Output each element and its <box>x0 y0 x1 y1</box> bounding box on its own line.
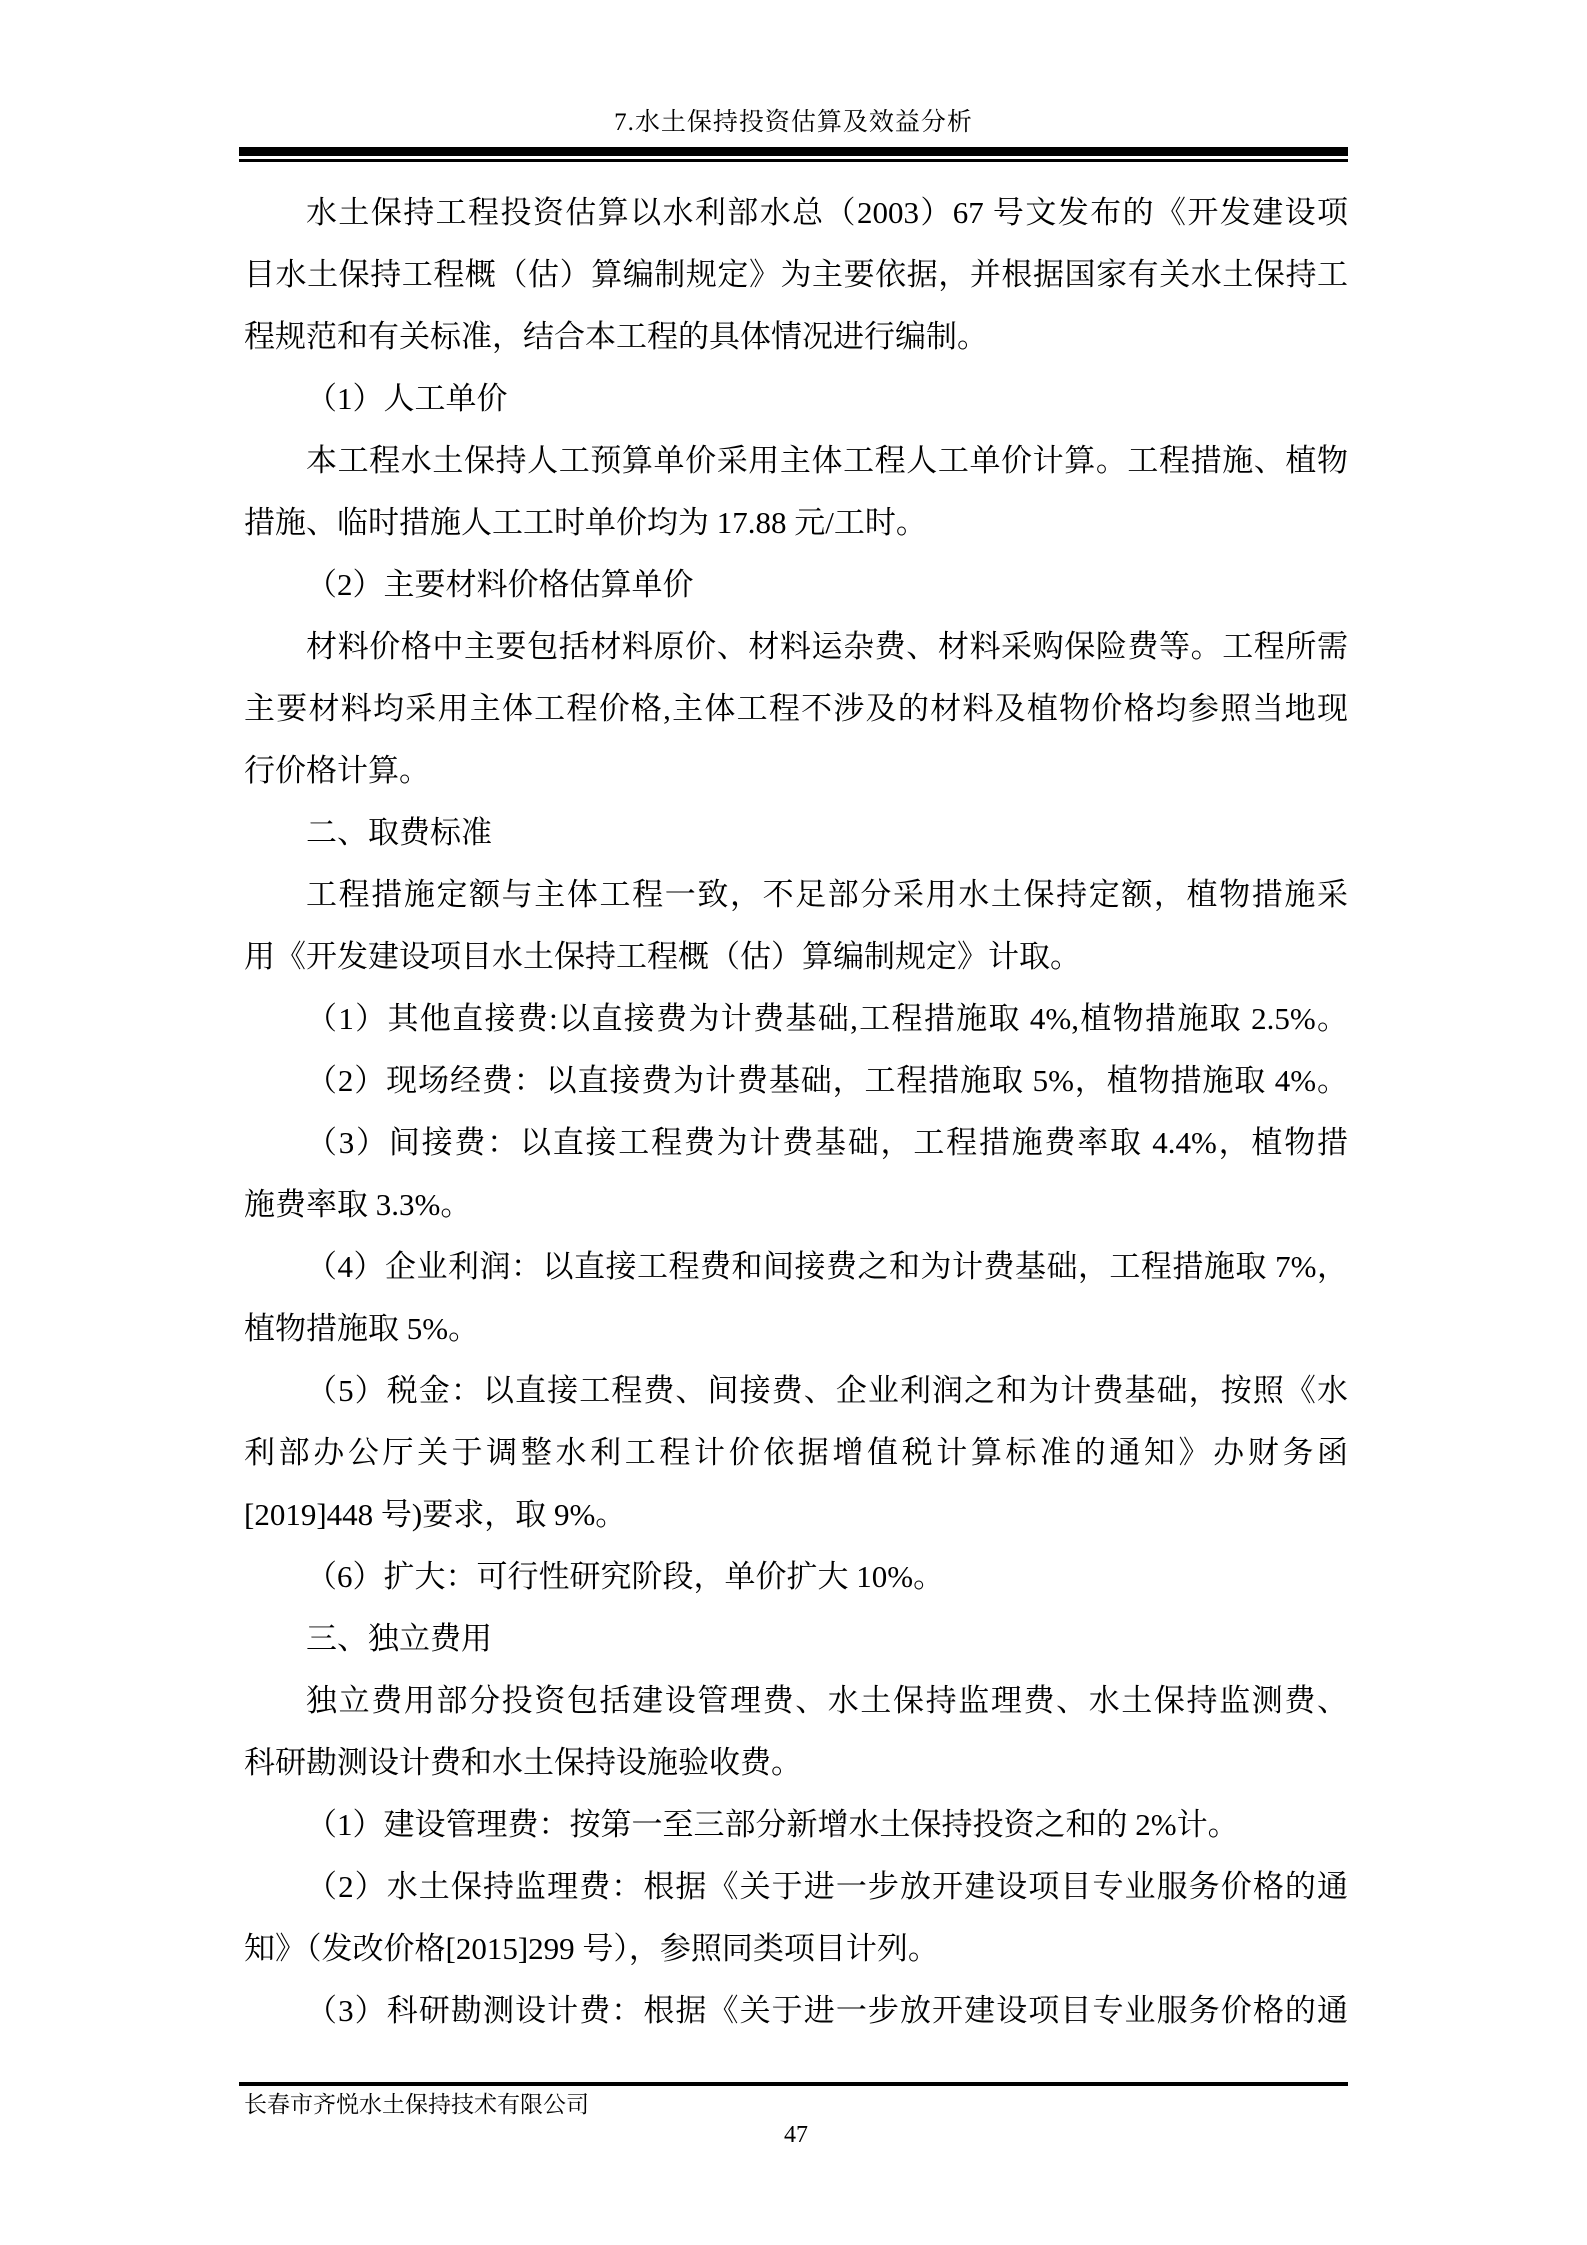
body-text-line: 利部办公厅关于调整水利工程计价依据增值税计算标准的通知》办财务函 <box>244 1435 1348 1470</box>
body-text-line: 施费率取 3.3%。 <box>244 1187 472 1222</box>
body-text-line: （5）税金：以直接工程费、间接费、企业利润之和为计费基础，按照《水 <box>306 1373 1348 1408</box>
body-text-line: （4）企业利润：以直接工程费和间接费之和为计费基础，工程措施取 7%， <box>306 1249 1348 1284</box>
body-text-line: 科研勘测设计费和水土保持设施验收费。 <box>244 1745 802 1780</box>
body-text-line: 工程措施定额与主体工程一致，不足部分采用水土保持定额，植物措施采 <box>306 877 1348 912</box>
body-text-line: （2）水土保持监理费：根据《关于进一步放开建设项目专业服务价格的通 <box>306 1869 1348 1904</box>
body-text-line: [2019]448 号)要求，取 9%。 <box>244 1497 627 1532</box>
body-text-line: （3）间接费：以直接工程费为计费基础，工程措施费率取 4.4%，植物措 <box>306 1125 1348 1160</box>
footer-rule <box>239 2082 1348 2086</box>
body-text-line: 知》（发改价格[2015]299 号），参照同类项目计列。 <box>244 1931 939 1966</box>
body-text-line: 行价格计算。 <box>244 753 430 788</box>
body-text-line: 程规范和有关标准，结合本工程的具体情况进行编制。 <box>244 319 988 354</box>
body-text-line: 本工程水土保持人工预算单价采用主体工程人工单价计算。工程措施、植物 <box>306 443 1348 478</box>
document-body <box>244 182 1348 2042</box>
footer-page-number: 47 <box>784 2122 808 2148</box>
body-text-line: （2）主要材料价格估算单价 <box>306 567 694 602</box>
page-header-title: 7.水土保持投资估算及效益分析 <box>614 109 973 136</box>
body-text-line: （1）其他直接费:以直接费为计费基础,工程措施取 4%,植物措施取 2.5%。 <box>306 1001 1348 1036</box>
header-rule-thick <box>239 147 1348 156</box>
body-text-line: 目水土保持工程概（估）算编制规定》为主要依据，并根据国家有关水土保持工 <box>244 257 1348 292</box>
body-text-line: （2）现场经费：以直接费为计费基础，工程措施取 5%，植物措施取 4%。 <box>306 1063 1348 1098</box>
footer-company-name: 长春市齐悦水土保持技术有限公司 <box>244 2092 589 2117</box>
body-text-line: 用《开发建设项目水土保持工程概（估）算编制规定》计取。 <box>244 939 1081 974</box>
body-text-line: （1）建设管理费：按第一至三部分新增水土保持投资之和的 2%计。 <box>306 1807 1239 1842</box>
body-text-line: 水土保持工程投资估算以水利部水总（2003）67 号文发布的《开发建设项 <box>306 195 1348 230</box>
body-text-line: 植物措施取 5%。 <box>244 1311 480 1346</box>
body-text-line: 三、独立费用 <box>306 1621 492 1656</box>
body-text-line: 措施、临时措施人工工时单价均为 17.88 元/工时。 <box>244 505 927 540</box>
body-text-line: 材料价格中主要包括材料原价、材料运杂费、材料采购保险费等。工程所需 <box>306 629 1348 664</box>
body-text-line: 二、取费标准 <box>306 815 492 850</box>
body-text-line: 独立费用部分投资包括建设管理费、水土保持监理费、水土保持监测费、 <box>306 1683 1348 1718</box>
header-rule-thin <box>239 159 1348 162</box>
body-text-line: （1）人工单价 <box>306 381 508 416</box>
body-text-line: （3）科研勘测设计费：根据《关于进一步放开建设项目专业服务价格的通 <box>306 1993 1348 2028</box>
body-text-line: 主要材料均采用主体工程价格,主体工程不涉及的材料及植物价格均参照当地现 <box>244 691 1348 726</box>
body-text-line: （6）扩大：可行性研究阶段，单价扩大 10%。 <box>306 1559 945 1594</box>
